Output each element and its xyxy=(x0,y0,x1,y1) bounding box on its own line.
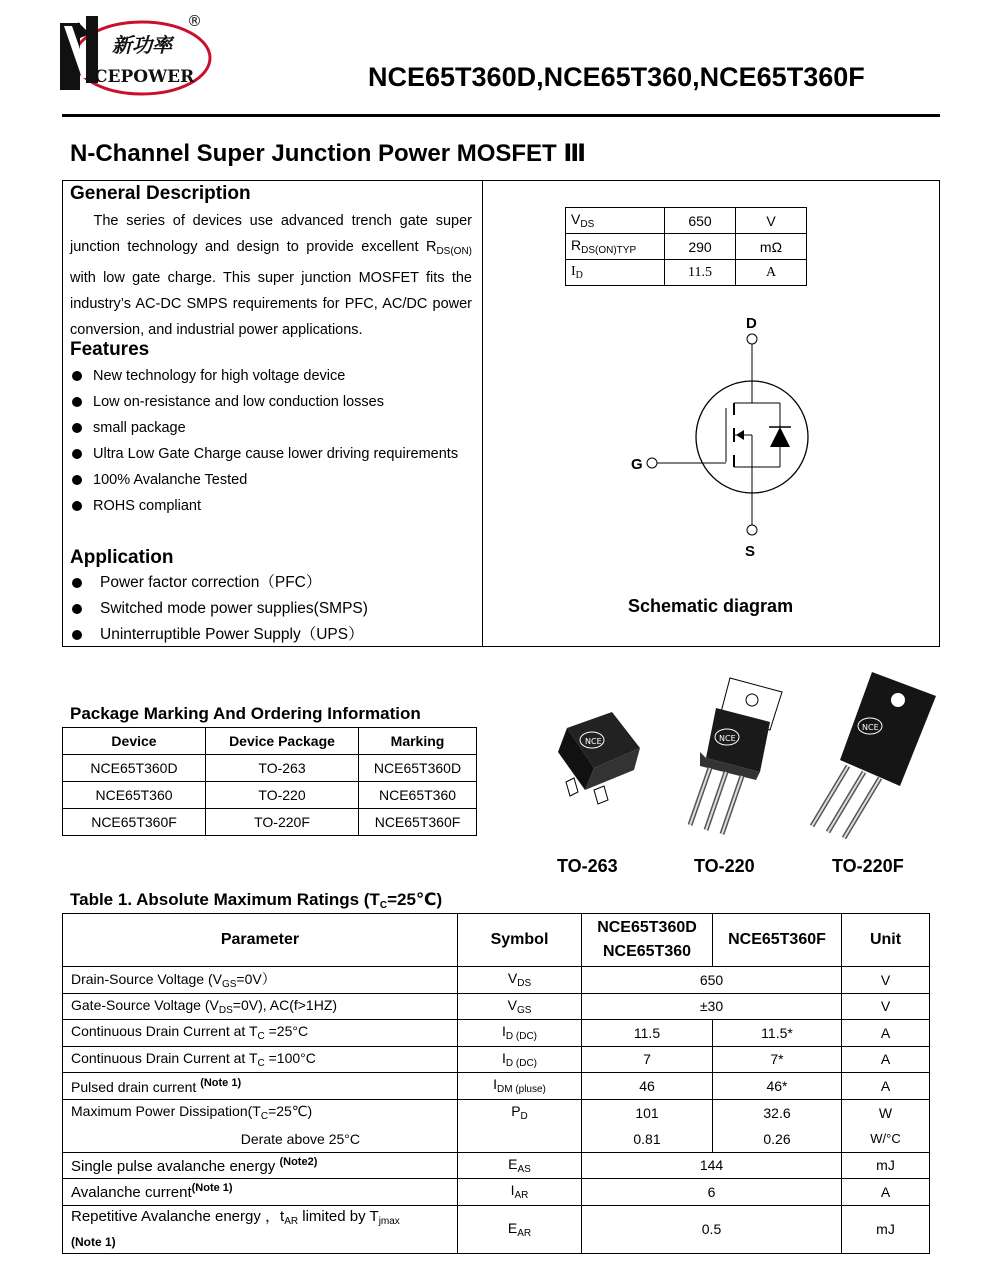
application-list xyxy=(70,570,368,648)
feature-item xyxy=(70,493,458,519)
key-spec-symbol: $R_{DS(ON)TYP}$ xyxy=(566,234,665,260)
value-cell: 6 xyxy=(582,1179,842,1206)
description-box-divider xyxy=(482,180,483,647)
key-spec-row xyxy=(566,234,807,260)
unit-cell: V xyxy=(842,993,930,1020)
table-cell: TO-220 xyxy=(206,782,359,809)
table-row xyxy=(63,782,477,809)
param-cell: Single pulse avalanche energy $^{(Note2)}$ xyxy=(63,1152,458,1179)
param-cell: Continuous Drain Current at $T_C =100^\circ C$ xyxy=(63,1046,458,1073)
param-cell: Continuous Drain Current at $T_C =25^\circ C$ xyxy=(63,1020,458,1047)
param-cell: Repetitive Avalanche energy ，$t_{AR}$ limited by $T_{jmax}$ (Note 1) xyxy=(63,1205,458,1253)
bullet-icon xyxy=(72,371,82,381)
value-cell: 32.6 xyxy=(713,1099,842,1126)
drain-label: D xyxy=(746,315,757,332)
symbol-cell: $I_{DM (pluse)}$ xyxy=(458,1073,582,1100)
bullet-icon xyxy=(72,604,82,614)
feature-text: Low on-resistance and low conduction losses xyxy=(93,394,384,410)
feature-text: small package xyxy=(93,420,186,436)
table-cell: TO-263 xyxy=(206,755,359,782)
key-spec-value: 11.5 xyxy=(665,260,736,286)
bullet-icon xyxy=(72,449,82,459)
application-heading: Application xyxy=(70,547,174,568)
schematic-caption: Schematic diagram xyxy=(628,596,794,616)
value-cell: 0.81 xyxy=(582,1126,713,1153)
gate-label: G xyxy=(631,456,643,473)
application-item xyxy=(70,570,368,596)
symbol-cell: $V_{GS}$ xyxy=(458,993,582,1020)
value-cell: 650 xyxy=(582,967,842,994)
bullet-icon xyxy=(72,578,82,588)
unit-cell: A xyxy=(842,1179,930,1206)
table-row xyxy=(63,809,477,836)
logo-en-text: CEPOWER xyxy=(94,67,195,87)
value-cell: 144 xyxy=(582,1152,842,1179)
source-label: S xyxy=(745,543,756,560)
logo-cn-text: 新功率 xyxy=(112,33,172,57)
body-diode-icon xyxy=(770,427,790,447)
table-row xyxy=(63,1073,930,1100)
unit-cell: A xyxy=(842,1046,930,1073)
bullet-icon xyxy=(72,397,82,407)
features-heading: Features xyxy=(70,339,150,360)
unit-cell: mJ xyxy=(842,1205,930,1253)
table-row xyxy=(63,1126,930,1153)
param-cell: Pulsed drain current $^{(Note 1)}$ xyxy=(63,1073,458,1100)
general-description-text xyxy=(70,208,472,343)
key-spec-value: 290 xyxy=(665,234,736,260)
bullet-icon xyxy=(72,423,82,433)
package-label-to263: TO-263 xyxy=(557,856,618,876)
table-cell: NCE65T360F xyxy=(359,809,477,836)
symbol-cell: $V_{DS}$ xyxy=(458,967,582,994)
general-description-p1: The series of devices use advanced trench gate super junction technology and design to provide excellent R xyxy=(70,213,472,255)
package-label-to220: TO-220 xyxy=(694,856,755,876)
table-header-row xyxy=(63,728,477,755)
value-cell: 11.5 xyxy=(582,1020,713,1047)
column-header: Parameter xyxy=(63,914,458,967)
value-cell: ±30 xyxy=(582,993,842,1020)
key-spec-row xyxy=(566,208,807,234)
package-ordering-heading: Package Marking And Ordering Information xyxy=(70,704,421,723)
table-cell: TO-220F xyxy=(206,809,359,836)
feature-item xyxy=(70,441,458,467)
table-row xyxy=(63,1205,930,1253)
value-cell: 101 xyxy=(582,1099,713,1126)
feature-item xyxy=(70,467,458,493)
header-divider xyxy=(62,114,940,117)
symbol-cell: $I_{D (DC)}$ xyxy=(458,1020,582,1047)
package-ordering-table xyxy=(62,727,477,836)
param-cell: Maximum Power $Dissipation(T_C=25℃)$ xyxy=(63,1099,458,1126)
to220-package-icon xyxy=(690,678,782,834)
part-number-title: NCE65T360D,NCE65T360,NCE65T360F xyxy=(368,62,865,92)
value-cell: 11.5* xyxy=(713,1020,842,1047)
abs-max-ratings-table xyxy=(62,913,930,1254)
value-cell: 7 xyxy=(582,1046,713,1073)
symbol-cell: $E_{AR}$ xyxy=(458,1205,582,1253)
column-header: NCE65T360D NCE65T360 xyxy=(582,914,713,967)
table-row xyxy=(63,967,930,994)
application-item xyxy=(70,596,368,622)
bullet-icon xyxy=(72,475,82,485)
symbol-cell: $E_{AS}$ xyxy=(458,1152,582,1179)
drain-terminal-icon xyxy=(747,334,757,344)
unit-cell: W xyxy=(842,1099,930,1126)
application-text: Uninterruptible Power Supply（UPS） xyxy=(100,626,364,643)
value-cell: 7* xyxy=(713,1046,842,1073)
feature-text: ROHS compliant xyxy=(93,498,201,514)
table-cell: NCE65T360D xyxy=(63,755,206,782)
value-cell: 46 xyxy=(582,1073,713,1100)
unit-cell: A xyxy=(842,1073,930,1100)
value-cell: 46* xyxy=(713,1073,842,1100)
svg-text:NCE: NCE xyxy=(719,734,736,743)
feature-text: 100% Avalanche Tested xyxy=(93,472,248,488)
key-spec-symbol: $V_{DS}$ xyxy=(566,208,665,234)
table-row xyxy=(63,1020,930,1047)
unit-cell: V xyxy=(842,967,930,994)
param-cell: Gate-Source Voltage $(V_{DS}=0V)$, AC(f>1HZ) xyxy=(63,993,458,1020)
value-cell: 0.26 xyxy=(713,1126,842,1153)
column-header: Device Package xyxy=(206,728,359,755)
param-cell: Avalanche current$^{(Note 1)}$ xyxy=(63,1179,458,1206)
document-title: N-Channel Super Junction Power MOSFET Ⅲ xyxy=(70,140,587,167)
application-text: Power factor correction（PFC） xyxy=(100,574,322,591)
symbol-cell xyxy=(458,1126,582,1153)
table-row xyxy=(63,1046,930,1073)
key-spec-table xyxy=(565,207,807,286)
symbol-cell: $I_{D (DC)}$ xyxy=(458,1046,582,1073)
unit-cell: A xyxy=(842,1020,930,1047)
table-row xyxy=(63,1179,930,1206)
feature-item xyxy=(70,389,458,415)
company-logo xyxy=(50,8,220,98)
application-text: Switched mode power supplies(SMPS) xyxy=(100,600,368,617)
feature-item xyxy=(70,415,458,441)
symbol-cell: $P_D$ xyxy=(458,1099,582,1126)
key-spec-unit: mΩ xyxy=(736,234,807,260)
table-header-row xyxy=(63,914,930,967)
svg-text:NCE: NCE xyxy=(585,737,602,746)
table-cell: NCE65T360D xyxy=(359,755,477,782)
column-header: Symbol xyxy=(458,914,582,967)
feature-text: Ultra Low Gate Charge cause lower driving requirements xyxy=(93,446,459,462)
table-row xyxy=(63,1099,930,1126)
table-cell: NCE65T360 xyxy=(63,782,206,809)
source-terminal-icon xyxy=(747,525,757,535)
svg-text:NCE: NCE xyxy=(862,723,879,732)
symbol-cell: $I_{AR}$ xyxy=(458,1179,582,1206)
column-header: Marking xyxy=(359,728,477,755)
bullet-icon xyxy=(72,630,82,640)
feature-text: New technology for high voltage device xyxy=(93,368,346,384)
abs-max-heading: Table 1. Absolute Maximum Ratings $(T_C=25℃)$ xyxy=(70,890,443,911)
features-list xyxy=(70,363,458,519)
gate-terminal-icon xyxy=(647,458,657,468)
table-cell: NCE65T360F xyxy=(63,809,206,836)
feature-item xyxy=(70,363,458,389)
registered-mark: ® xyxy=(187,12,202,30)
table-cell: NCE65T360 xyxy=(359,782,477,809)
key-spec-unit: A xyxy=(736,260,807,286)
table-row xyxy=(63,993,930,1020)
package-images xyxy=(548,668,938,848)
param-cell: Derate above 25°C xyxy=(63,1126,458,1153)
key-spec-unit: V xyxy=(736,208,807,234)
rdson-subscript: DS(ON) xyxy=(436,246,472,257)
table-row xyxy=(63,1152,930,1179)
column-header: NCE65T360F xyxy=(713,914,842,967)
key-spec-symbol: $I_D$ xyxy=(566,260,665,286)
value-cell: 0.5 xyxy=(582,1205,842,1253)
package-label-to220f: TO-220F xyxy=(832,856,904,876)
key-spec-value: 650 xyxy=(665,208,736,234)
column-header: Unit xyxy=(842,914,930,967)
param-cell: Drain-Source Voltage $(V_{GS}=0V)$ xyxy=(63,967,458,994)
unit-cell: W/°C xyxy=(842,1126,930,1153)
general-description-heading: General Description xyxy=(70,183,251,204)
general-description-p2: with low gate charge. This super junction MOSFET fits the industry’s AC-DC SMPS requirements for PFC, AC/DC power conversion, and industrial power applications. xyxy=(70,270,472,338)
to220f-package-icon xyxy=(812,672,936,838)
unit-cell: mJ xyxy=(842,1152,930,1179)
mosfet-schematic-diagram xyxy=(620,310,810,570)
table-row xyxy=(63,755,477,782)
application-item xyxy=(70,622,368,648)
key-spec-row xyxy=(566,260,807,286)
bullet-icon xyxy=(72,501,82,511)
to263-package-icon xyxy=(558,712,640,804)
column-header: Device xyxy=(63,728,206,755)
